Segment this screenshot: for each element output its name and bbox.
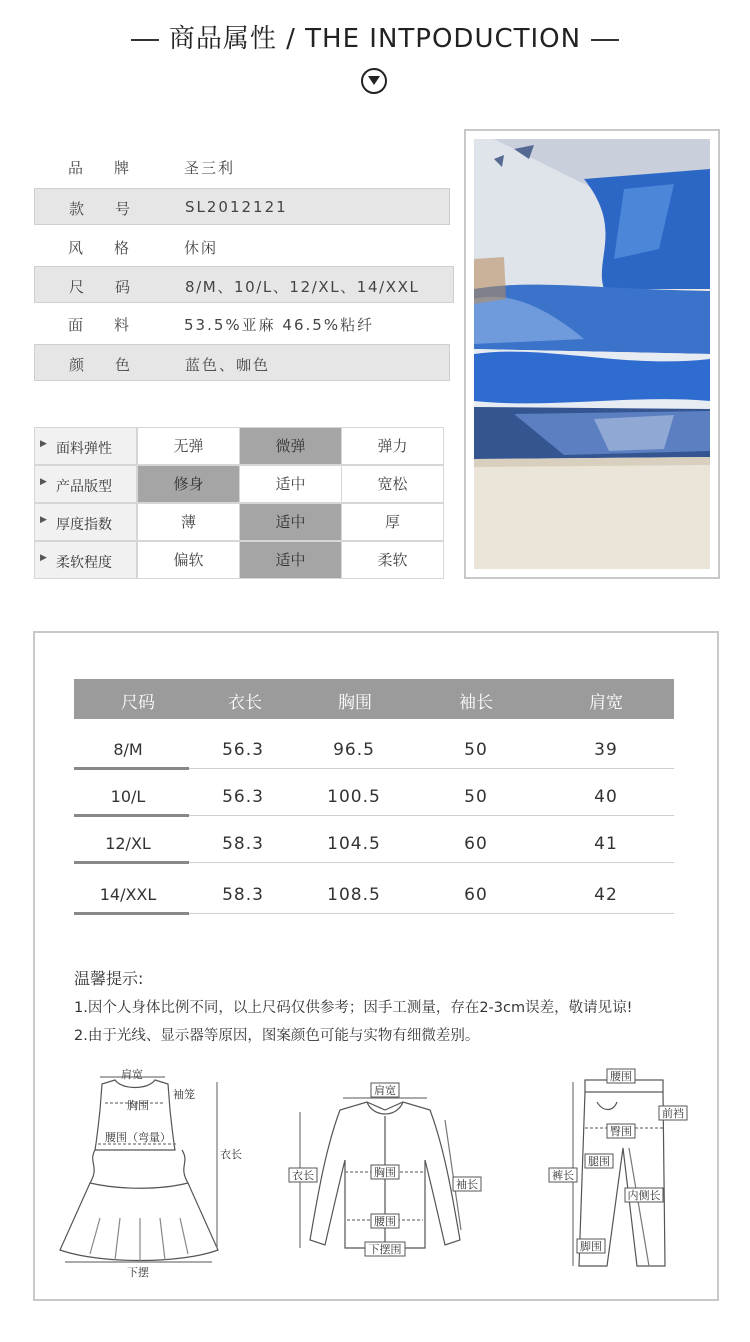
section-title <box>0 18 750 55</box>
shirt-label-chest: 胸围 <box>374 1166 396 1179</box>
size-cell: 39 <box>594 740 618 760</box>
size-table-header <box>74 679 674 719</box>
attr-key: 风 <box>68 239 84 257</box>
attr-value: 8/M、10/L、12/XL、14/XXL <box>185 278 420 296</box>
row-divider <box>189 862 674 863</box>
pants-label-hip: 臀围 <box>610 1125 632 1138</box>
property-option: 柔软 <box>341 541 444 579</box>
attr-value: 蓝色、咖色 <box>185 356 271 374</box>
triangle-right-icon: ▶ <box>40 515 47 525</box>
size-cell: 14/XXL <box>99 885 157 904</box>
pants-label-thigh: 腿围 <box>588 1155 610 1168</box>
size-header-cell: 胸围 <box>338 693 372 713</box>
size-cell: 41 <box>594 834 618 854</box>
shirt-label-hem: 下摆围 <box>368 1243 402 1256</box>
size-cell: 50 <box>464 740 488 760</box>
attr-value: 53.5%亚麻 46.5%粘纤 <box>184 316 375 334</box>
size-cell: 60 <box>464 834 488 854</box>
size-cell: 50 <box>464 787 488 807</box>
property-option: 无弹 <box>137 427 240 465</box>
shirt-measure-diagram <box>285 1080 485 1260</box>
title-dash-right <box>591 39 619 41</box>
property-option: 弹力 <box>341 427 444 465</box>
attr-key: 品 <box>68 159 84 177</box>
attr-key: 号 <box>115 200 131 218</box>
size-row <box>74 834 674 864</box>
property-option-selected: 微弹 <box>239 427 342 465</box>
property-option: 厚 <box>341 503 444 541</box>
tip-line: 1.因个人身体比例不同，以上尺码仅供参考；因手工测量，存在2-3cm误差，敬请见谅! <box>74 1000 633 1016</box>
attr-row-color <box>34 344 450 381</box>
dress-measure-diagram <box>60 1068 242 1280</box>
shirt-label-length: 衣长 <box>292 1169 314 1182</box>
triangle-right-icon: ▶ <box>40 439 47 449</box>
size-row <box>74 787 674 817</box>
pants-label-leg-opening: 脚围 <box>580 1240 602 1253</box>
size-header-cell: 衣长 <box>228 693 262 713</box>
row-underline <box>74 814 189 817</box>
shirt-label-waist: 腰围 <box>374 1215 396 1228</box>
size-cell: 56.3 <box>222 740 264 760</box>
fabric-photo <box>464 129 720 579</box>
dress-label-shoulder: 肩宽 <box>121 1068 143 1081</box>
attr-key: 色 <box>115 356 131 374</box>
row-divider <box>189 768 674 769</box>
size-row <box>74 885 674 915</box>
attr-key: 牌 <box>114 159 130 177</box>
pants-label-front-rise: 前裆 <box>662 1107 684 1120</box>
size-cell: 10/L <box>110 787 146 806</box>
row-divider <box>189 913 674 914</box>
dress-label-waist: 腰围（弯量） <box>105 1131 171 1144</box>
size-row <box>74 740 674 770</box>
attr-key: 格 <box>114 239 130 257</box>
size-cell: 60 <box>464 885 488 905</box>
property-label: ▶ 厚度指数 <box>34 503 137 541</box>
property-option: 偏软 <box>137 541 240 579</box>
property-option: 宽松 <box>341 465 444 503</box>
size-cell: 96.5 <box>333 740 375 760</box>
size-cell: 40 <box>594 787 618 807</box>
size-cell: 12/XL <box>105 834 151 853</box>
property-option: 薄 <box>137 503 240 541</box>
property-option: 适中 <box>239 465 342 503</box>
size-cell: 100.5 <box>327 787 381 807</box>
attr-value: 圣三利 <box>184 159 236 177</box>
tip-line: 2.由于光线、显示器等原因，图案颜色可能与实物有细微差别。 <box>74 1028 480 1044</box>
pants-label-length: 裤长 <box>552 1169 574 1182</box>
size-cell: 8/M <box>113 740 143 759</box>
size-cell: 58.3 <box>222 885 264 905</box>
attr-row-size <box>34 266 454 303</box>
attr-value: SL2012121 <box>185 198 288 216</box>
attr-key: 料 <box>114 316 130 334</box>
dress-label-sleeve: 袖笼 <box>173 1088 195 1101</box>
attr-row-brand <box>34 148 450 185</box>
size-cell: 58.3 <box>222 834 264 854</box>
attr-row-style <box>34 228 450 265</box>
shirt-label-sleeve: 袖长 <box>456 1178 478 1191</box>
size-cell: 56.3 <box>222 787 264 807</box>
property-option-selected: 修身 <box>137 465 240 503</box>
size-header-cell: 尺码 <box>121 693 155 713</box>
property-label: ▶ 柔软程度 <box>34 541 137 579</box>
dress-label-hem: 下摆 <box>127 1266 149 1279</box>
section-title-text: 商品属性 / THE INTPODUCTION <box>168 24 582 54</box>
triangle-right-icon: ▶ <box>40 553 47 563</box>
attr-key: 面 <box>68 316 84 334</box>
pants-label-waist: 腰围 <box>610 1070 632 1083</box>
row-underline <box>74 861 189 864</box>
dress-label-chest: 胸围 <box>127 1099 149 1112</box>
row-underline <box>74 767 189 770</box>
attr-key: 颜 <box>69 356 85 374</box>
dress-label-length: 衣长 <box>220 1148 242 1161</box>
attr-key: 码 <box>115 278 131 296</box>
triangle-right-icon: ▶ <box>40 477 47 487</box>
row-divider <box>189 815 674 816</box>
size-cell: 108.5 <box>327 885 381 905</box>
shirt-label-shoulder: 肩宽 <box>374 1084 396 1097</box>
chevron-down-icon <box>361 68 387 94</box>
tips-title: 温馨提示: <box>74 969 144 988</box>
pants-measure-diagram <box>545 1066 695 1276</box>
attr-row-fabric <box>34 305 450 342</box>
property-label: ▶ 面料弹性 <box>34 427 137 465</box>
property-option-selected: 适中 <box>239 541 342 579</box>
attr-row-style-no <box>34 188 450 225</box>
attr-key: 尺 <box>69 278 85 296</box>
size-cell: 42 <box>594 885 618 905</box>
attr-key: 款 <box>69 200 85 218</box>
size-cell: 104.5 <box>327 834 381 854</box>
row-underline <box>74 912 189 915</box>
size-header-cell: 袖长 <box>459 693 493 713</box>
property-label: ▶ 产品版型 <box>34 465 137 503</box>
title-dash-left <box>131 39 159 41</box>
property-option-selected: 适中 <box>239 503 342 541</box>
size-header-cell: 肩宽 <box>589 693 623 713</box>
attr-value: 休闲 <box>184 239 219 257</box>
pants-label-inseam: 内侧长 <box>627 1189 661 1202</box>
